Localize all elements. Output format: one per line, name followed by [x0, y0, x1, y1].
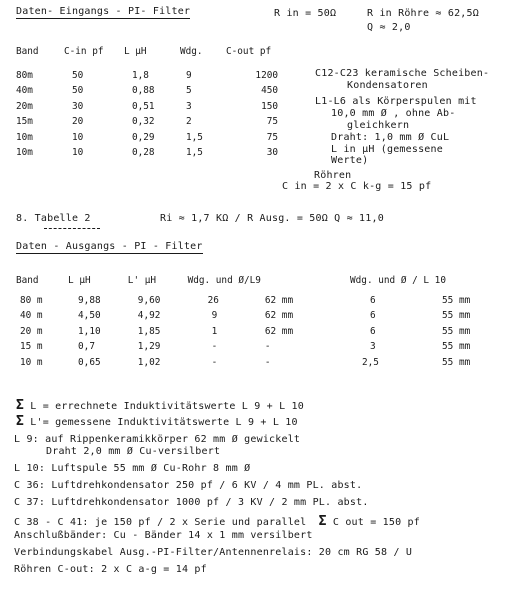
cell: -	[211, 356, 218, 368]
cell: -	[264, 341, 271, 353]
section1-title: Daten- Eingangs - PI- Filter	[16, 6, 191, 17]
note-l1c: gleichkern	[347, 120, 410, 131]
note-l9b: Draht 2,0 mm Ø Cu-versilbert	[46, 446, 221, 457]
cell: 6	[370, 325, 376, 337]
cell: 20m	[16, 100, 33, 112]
cell: 3	[370, 341, 376, 353]
table-row	[16, 308, 517, 324]
table-row	[16, 355, 517, 371]
cell: 40m	[16, 85, 33, 97]
cell: 75	[266, 116, 278, 128]
input-filter-table	[16, 44, 296, 161]
table2-label	[16, 213, 91, 224]
rin-roehre-value: R in Röhre ≈ 62,5Ω	[367, 8, 479, 19]
table-header-row	[16, 44, 296, 60]
output-params: Ri ≈ 1,7 KΩ / R Ausg. = 50Ω Q ≈ 11,0	[160, 213, 384, 224]
cell: 1,5	[186, 147, 203, 159]
cell: 50	[72, 85, 84, 97]
note-c38	[14, 514, 420, 529]
cell: 10 m	[20, 356, 43, 368]
cell: 55 mm	[442, 341, 471, 353]
note-l1e: L in µH (gemessene	[331, 144, 443, 155]
cell: 1,29	[137, 341, 161, 353]
cell: 1,5	[186, 131, 203, 143]
cell: -	[264, 356, 271, 368]
note-sum-l2-text: L'= gemessene Induktivitätswerte L 9 + L 10	[30, 417, 298, 428]
note-l1: L1-L6 als Körperspulen mit	[315, 96, 477, 107]
note-c12b: Kondensatoren	[347, 80, 428, 91]
cell: 0,29	[132, 131, 155, 143]
cell: 1	[211, 325, 218, 337]
cell: 4,50	[78, 310, 101, 322]
cell: 150	[261, 100, 278, 112]
cell: 3	[186, 100, 192, 112]
cell: 55 mm	[442, 325, 471, 337]
note-l1f: Werte)	[331, 155, 369, 166]
cell: 10	[72, 131, 84, 143]
cell: 20 m	[20, 325, 43, 337]
cell: 40 m	[20, 310, 43, 322]
note-sum-l-text: L = errechnete Induktivitätswerte L 9 + L 10	[30, 401, 304, 412]
note-l1b: 10,0 mm Ø , ohne Ab-	[331, 108, 456, 119]
cell: 9	[211, 310, 218, 322]
col-header: Wdg. und Ø / L 10	[350, 275, 446, 287]
note-c38-text: C 38 - C 41: je 150 pf / 2 x Serie und parallel	[14, 517, 307, 528]
cell: 0,65	[78, 356, 101, 368]
cell: 30	[72, 100, 84, 112]
cell: 6	[370, 310, 376, 322]
cell: 62 mm	[264, 310, 294, 322]
table2-label-underline	[44, 228, 100, 229]
col-header: L' µH	[127, 275, 157, 287]
col-header: C-out pf	[226, 46, 272, 58]
sigma-symbol: Σ	[16, 398, 25, 413]
note-c38-sum: C out = 150 pf	[332, 517, 420, 528]
cell: 62 mm	[264, 325, 294, 337]
rin-value: R in = 50Ω	[274, 8, 337, 19]
cell: 15 m	[20, 341, 43, 353]
cell: 55 mm	[442, 294, 471, 306]
cell: 6	[370, 294, 376, 306]
cell: 2	[186, 116, 192, 128]
col-header: C-in pf	[64, 46, 104, 58]
table-header-row	[16, 273, 517, 289]
cell: 2,5	[362, 356, 379, 368]
note-c37: C 37: Luftdrehkondensator 1000 pf / 3 KV / 2 mm PL. abst.	[14, 497, 369, 508]
cell: 0,88	[132, 85, 155, 97]
cell: 10m	[16, 147, 33, 159]
col-header: Wdg. und Ø/L9	[187, 275, 261, 287]
cell: 0,32	[132, 116, 155, 128]
col-header: L µH	[68, 275, 91, 287]
table-row	[16, 83, 296, 99]
table-row	[16, 114, 296, 130]
cell: 1,85	[137, 325, 161, 337]
cell: 0,7	[78, 341, 95, 353]
note-c12: C12-C23 keramische Scheiben-	[315, 68, 490, 79]
table-row	[16, 324, 517, 340]
q-value: Q ≈ 2,0	[367, 22, 411, 33]
cell: 20	[72, 116, 84, 128]
note-l1d: Draht: 1,0 mm Ø CuL	[331, 132, 450, 143]
col-header: Band	[16, 275, 39, 287]
note-verbindung: Verbindungskabel Ausg.-PI-Filter/Antennenrelais: 20 cm RG 58 / U	[14, 547, 413, 558]
cell: 0,51	[132, 100, 155, 112]
table-row	[16, 68, 296, 84]
section2-title: Daten - Ausgangs - PI - Filter	[16, 241, 203, 252]
table-row	[16, 130, 296, 146]
note-anschluss: Anschlußbänder: Cu - Bänder 14 x 1 mm versilbert	[14, 530, 313, 541]
table-row	[16, 99, 296, 115]
cell: 10m	[16, 131, 33, 143]
cell: 26	[207, 294, 219, 306]
formula-cin: C in = 2 x C k-g = 15 pf	[282, 181, 432, 192]
table-row	[16, 339, 517, 355]
cell: 9	[186, 69, 192, 81]
output-filter-table	[16, 273, 517, 370]
cell: 1,02	[137, 356, 161, 368]
cell: 55 mm	[442, 310, 471, 322]
cell: 10	[72, 147, 84, 159]
cell: 80 m	[20, 294, 43, 306]
cell: 62 mm	[264, 294, 294, 306]
col-header: Band	[16, 46, 39, 58]
note-sum-l2	[16, 414, 298, 429]
note-c36: C 36: Luftdrehkondensator 250 pf / 6 KV / 4 mm PL. abst.	[14, 480, 363, 491]
cell: 0,28	[132, 147, 155, 159]
cell: 15m	[16, 116, 33, 128]
cell: 75	[266, 131, 278, 143]
cell: 1,8	[132, 69, 149, 81]
cell: 1,10	[78, 325, 101, 337]
note-l9: L 9: auf Rippenkeramikkörper 62 mm Ø gewickelt	[14, 434, 301, 445]
note-roehren-cout: Röhren C-out: 2 x C a-g = 14 pf	[14, 564, 207, 575]
col-header: Wdg.	[180, 46, 203, 58]
cell: 450	[261, 85, 278, 97]
sigma-symbol: Σ	[16, 414, 25, 429]
cell: 80m	[16, 69, 33, 81]
cell: 9,88	[78, 294, 101, 306]
cell: 30	[266, 147, 278, 159]
cell: 9,60	[137, 294, 161, 306]
cell: 1200	[255, 69, 278, 81]
cell: 5	[186, 85, 192, 97]
cell: -	[211, 341, 218, 353]
note-sum-l	[16, 398, 304, 413]
sigma-symbol: Σ	[318, 514, 327, 529]
cell: 4,92	[137, 310, 161, 322]
note-l10: L 10: Luftspule 55 mm Ø Cu-Rohr 8 mm Ø	[14, 463, 251, 474]
table2-label-text: 8. Tabelle 2	[16, 213, 91, 224]
table-row	[16, 293, 517, 309]
col-header: L µH	[124, 46, 147, 58]
cell: 50	[72, 69, 84, 81]
cell: 55 mm	[442, 356, 471, 368]
formula-roehren: Röhren	[314, 170, 352, 181]
table-row	[16, 145, 296, 161]
